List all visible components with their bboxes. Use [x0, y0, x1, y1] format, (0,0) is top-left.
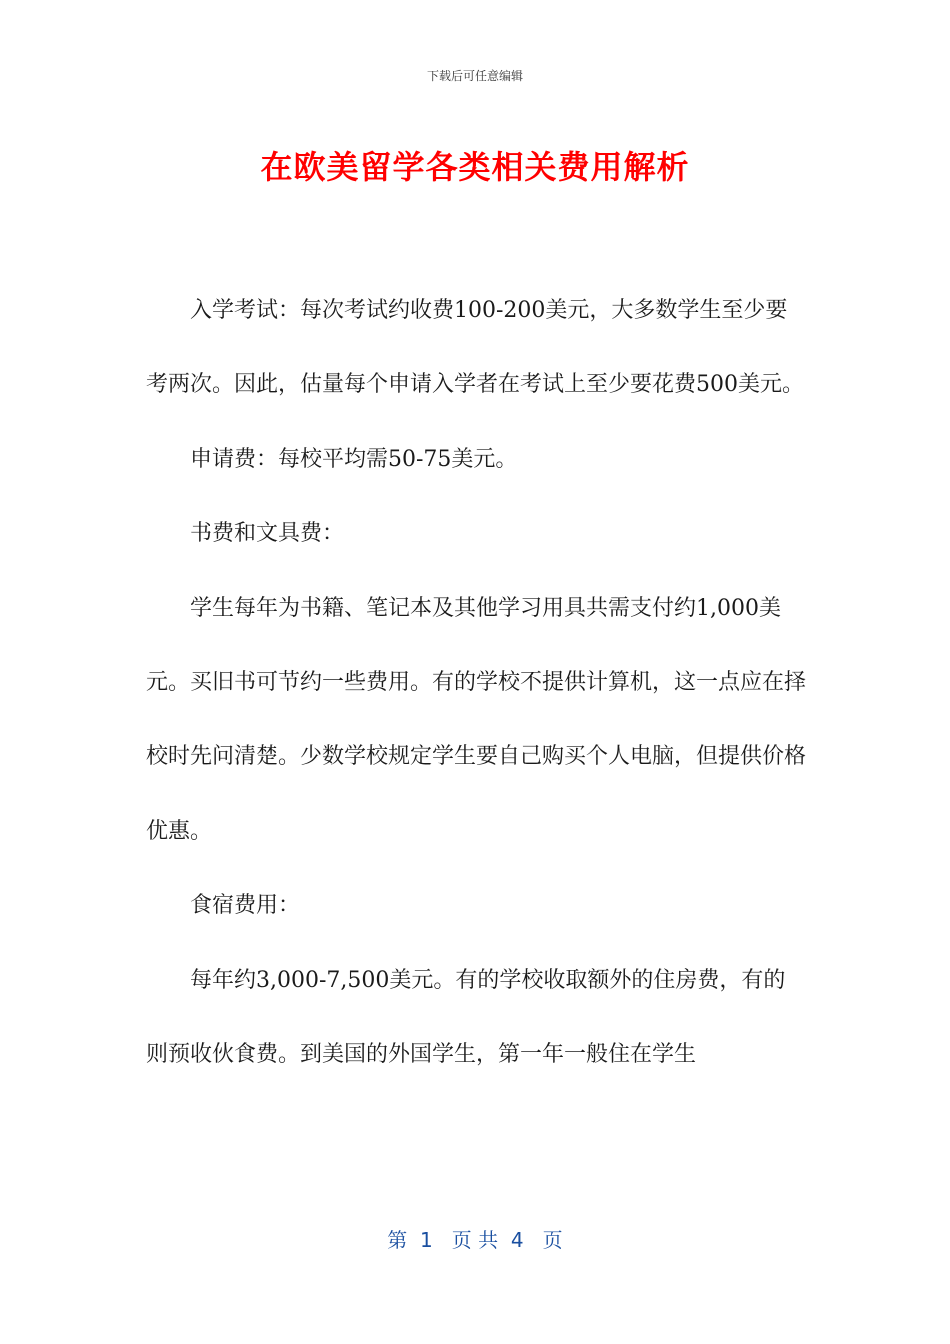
- document-title: 在欧美留学各类相关费用解析: [260, 148, 690, 186]
- paragraph-room-board-detail: 每年约3,000-7,500美元。有的学校收取额外的住房费，有的则预收伙食费。到美国的外国学生，第一年一般住在学生: [146, 967, 786, 1068]
- page-footer: 第 1 页 共 4 页: [387, 1228, 563, 1252]
- header-note: 下载后可任意编辑: [426, 69, 523, 83]
- paragraph-room-board-heading: 食宿费用：: [190, 893, 301, 919]
- paragraph-entrance-exam: 入学考试：每次考试约收费100-200美元，大多数学生至少要考两次。因此，估量每个申请入学者在考试上至少要花费500美元。: [146, 298, 804, 398]
- paragraph-books-heading: 书费和文具费：: [190, 521, 345, 547]
- paragraph-books-detail: 学生每年为书籍、笔记本及其他学习用具共需支付约1,000美元。买旧书可节约一些费用。有的学校不提供计算机，这一点应在择校时先问清楚。少数学校规定学生要自己购买个人电脑，但提供价格优惠。: [146, 595, 807, 844]
- paragraph-application-fee: 申请费：每校平均需50-75美元。: [190, 446, 518, 472]
- document-body: [146, 274, 806, 1092]
